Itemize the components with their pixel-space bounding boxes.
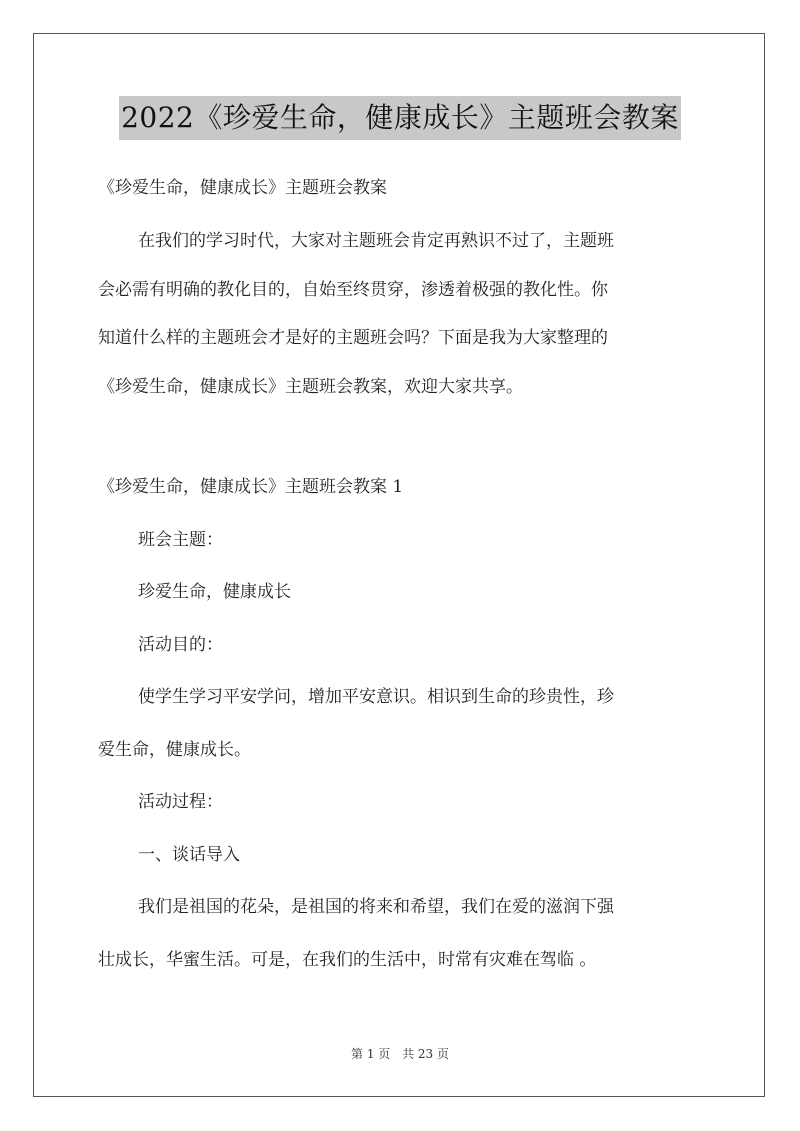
theme-value: 珍爱生命，健康成长 (138, 582, 291, 602)
document-body (98, 170, 706, 994)
goal-label: 活动目的： (138, 634, 223, 655)
document-title: 2022《珍爱生命，健康成长》主题班会教案 (119, 96, 681, 140)
goal-line: 爱生命，健康成长。 (98, 739, 251, 760)
intro-line: 《珍爱生命，健康成长》主题班会教案，欢迎大家共享。 (98, 376, 523, 397)
page-total: 共 23 页 (402, 1047, 449, 1061)
process-label: 活动过程： (138, 792, 223, 812)
step-one-line: 我们是祖国的花朵，是祖国的将来和希望，我们在爱的滋润下强 (138, 897, 614, 917)
subtitle: 《珍爱生命，健康成长》主题班会教案 (98, 178, 387, 198)
title-container (0, 96, 800, 140)
page-footer (0, 1045, 800, 1062)
intro-line: 在我们的学习时代，大家对主题班会肯定再熟识不过了，主题班 (138, 231, 614, 251)
section-heading: 《珍爱生命，健康成长》主题班会教案 1 (98, 477, 404, 497)
theme-label: 班会主题： (138, 529, 223, 550)
goal-line: 使学生学习平安学问，增加平安意识。相识到生命的珍贵性，珍 (138, 687, 614, 707)
step-one-heading: 一、谈话导入 (138, 844, 240, 865)
section-1 (98, 469, 706, 994)
page-number: 第 1 页 (351, 1047, 391, 1061)
step-one-line: 壮成长，华蜜生活。可是，在我们的生活中，时常有灾难在驾临 。 (98, 949, 597, 970)
intro-paragraph (98, 223, 706, 417)
intro-line: 会必需有明确的教化目的，自始至终贯穿，渗透着极强的教化性。你 (98, 279, 608, 300)
intro-line: 知道什么样的主题班会才是好的主题班会吗？下面是我为大家整理的 (98, 328, 608, 348)
